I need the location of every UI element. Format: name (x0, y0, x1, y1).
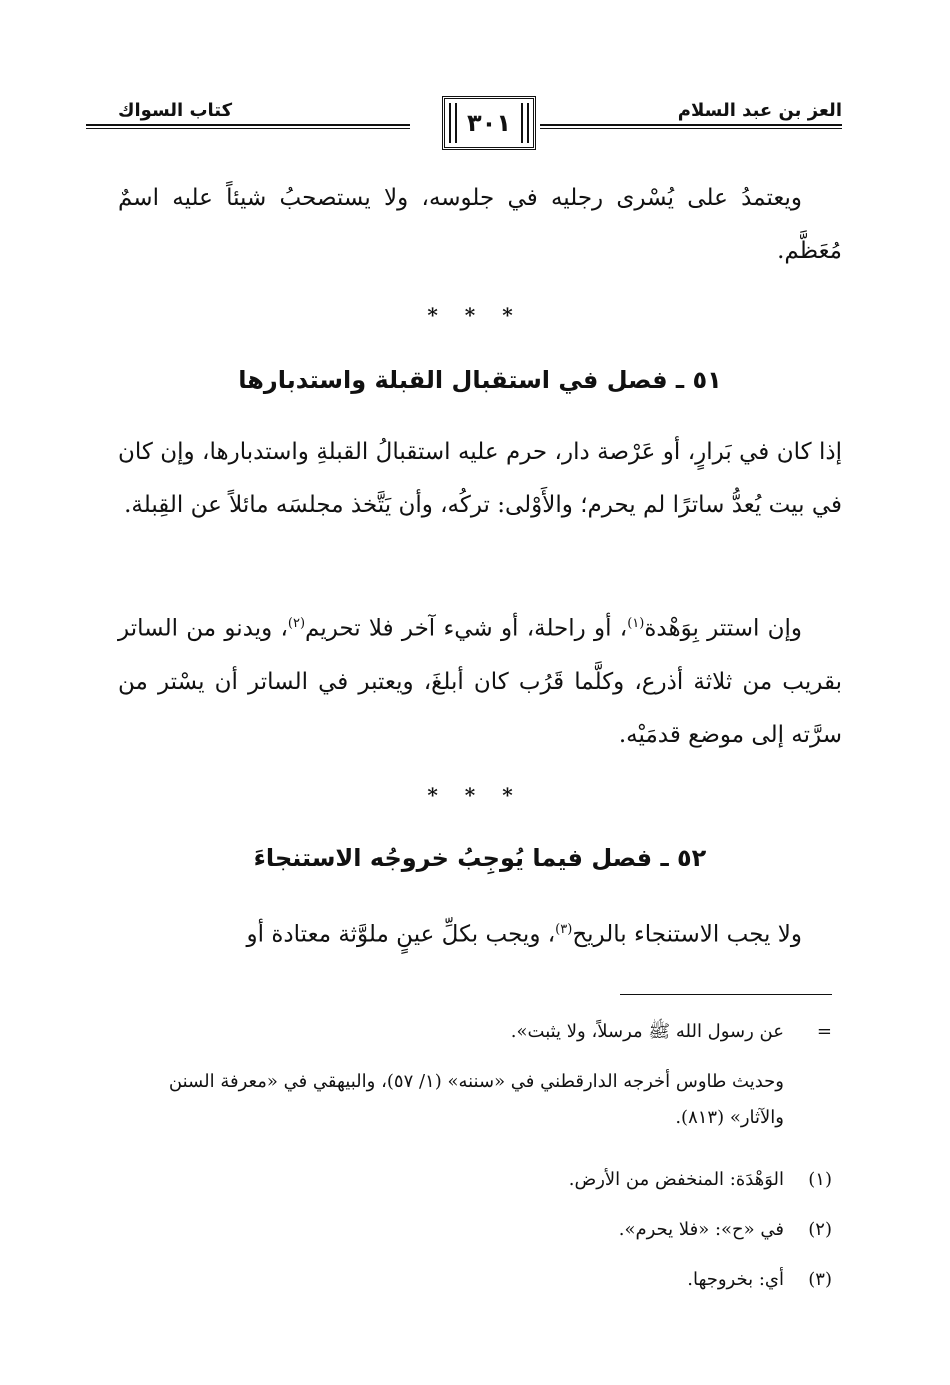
footnote-1-mark: (١) (808, 1169, 832, 1190)
section-divider-stars: * * * (427, 303, 523, 327)
paragraph-3-part-a: وإن استتر بِوَهْدة (644, 615, 802, 642)
paragraph-3-text (118, 597, 842, 762)
paragraph-1-text: ويعتمدُ على يُسْرى رجليه في جلوسه، ولا يستصحبُ شيئاً عليه اسمٌ مُعَظَّم. (118, 185, 842, 264)
footnote-ref-2[interactable]: (٢) (287, 616, 306, 631)
paragraph-1 (118, 172, 842, 278)
footnote-3-text: أي: بخروجها. (687, 1269, 784, 1290)
continuation-mark: = (816, 1021, 832, 1042)
header-rule-left (86, 124, 410, 129)
paragraph-4-part-a: ولا يجب الاستنجاء بالريح (572, 921, 802, 948)
running-head-book: كتاب السواك (118, 100, 233, 121)
footnote-3-mark: (٣) (808, 1269, 832, 1290)
footnote-separator (620, 994, 832, 995)
footnote-2-mark: (٢) (808, 1219, 832, 1240)
footnote-2 (122, 1212, 832, 1248)
page-number-box (442, 96, 536, 150)
section-divider-stars-2: * * * (427, 783, 523, 807)
footnote-ref-1[interactable]: (١) (627, 616, 645, 631)
paragraph-4-part-b: ، ويجب بكلِّ عينٍ ملوَّثة معتادة أو (246, 921, 556, 948)
paragraph-3 (118, 597, 842, 762)
footnote-1-text: الوَهْدَة: المنخفض من الأرض. (568, 1169, 784, 1190)
paragraph-4-text (118, 903, 842, 962)
paragraph-4 (118, 903, 842, 962)
section-heading-52: ٥٢ ـ فصل فيما يُوجِبُ خروجُه الاستنجاءَ (253, 844, 707, 872)
paragraph-3-part-b: ، أو راحلة، أو شيء آخر فلا تحريم (305, 615, 628, 642)
header-rule-right (540, 124, 842, 129)
footnote-ref-3[interactable]: (٣) (555, 922, 573, 937)
continuation-text: عن رسول الله ﷺ مرسلاً، ولا يثبت». (510, 1021, 784, 1042)
footnote-continuation-line (122, 1014, 832, 1050)
footnote-2-text: في «ح»: «فلا يحرم». (618, 1219, 784, 1240)
paragraph-3-part-c: ، ويدنو من الساتر بقريب من ثلاثة أذرع، وكلَّما قَرُب كان أبلغَ، ويعتبر في الساتر أن يسْتر من سرَّته إلى موضع قدمَيْه. (118, 615, 842, 748)
footnote-continuation-para: وحديث طاوس أخرجه الدارقطني في «سننه» (١/ ٥٧)، والبيهقي في «معرفة السنن والآثار» (٨١٣). (168, 1071, 784, 1128)
page-number: ٣٠١ (467, 109, 511, 137)
paragraph-2 (118, 426, 842, 532)
running-head-author: العز بن عبد السلام (677, 100, 842, 121)
footnote-1 (122, 1162, 832, 1198)
section-heading-51: ٥١ ـ فصل في استقبال القبلة واستدبارها (238, 366, 722, 394)
footnote-3 (122, 1262, 832, 1298)
paragraph-2-text: إذا كان في بَرارٍ، أو عَرْصة دار، حرم عليه استقبالُ القبلةِ واستدبارها، وإن كان في بيت يُعدُّ ساترًا لم يحرم؛ والأَوْلى: تركُه، وأن يَتَّخذ مجلسَه مائلاً عن القِبلة. (118, 439, 842, 518)
